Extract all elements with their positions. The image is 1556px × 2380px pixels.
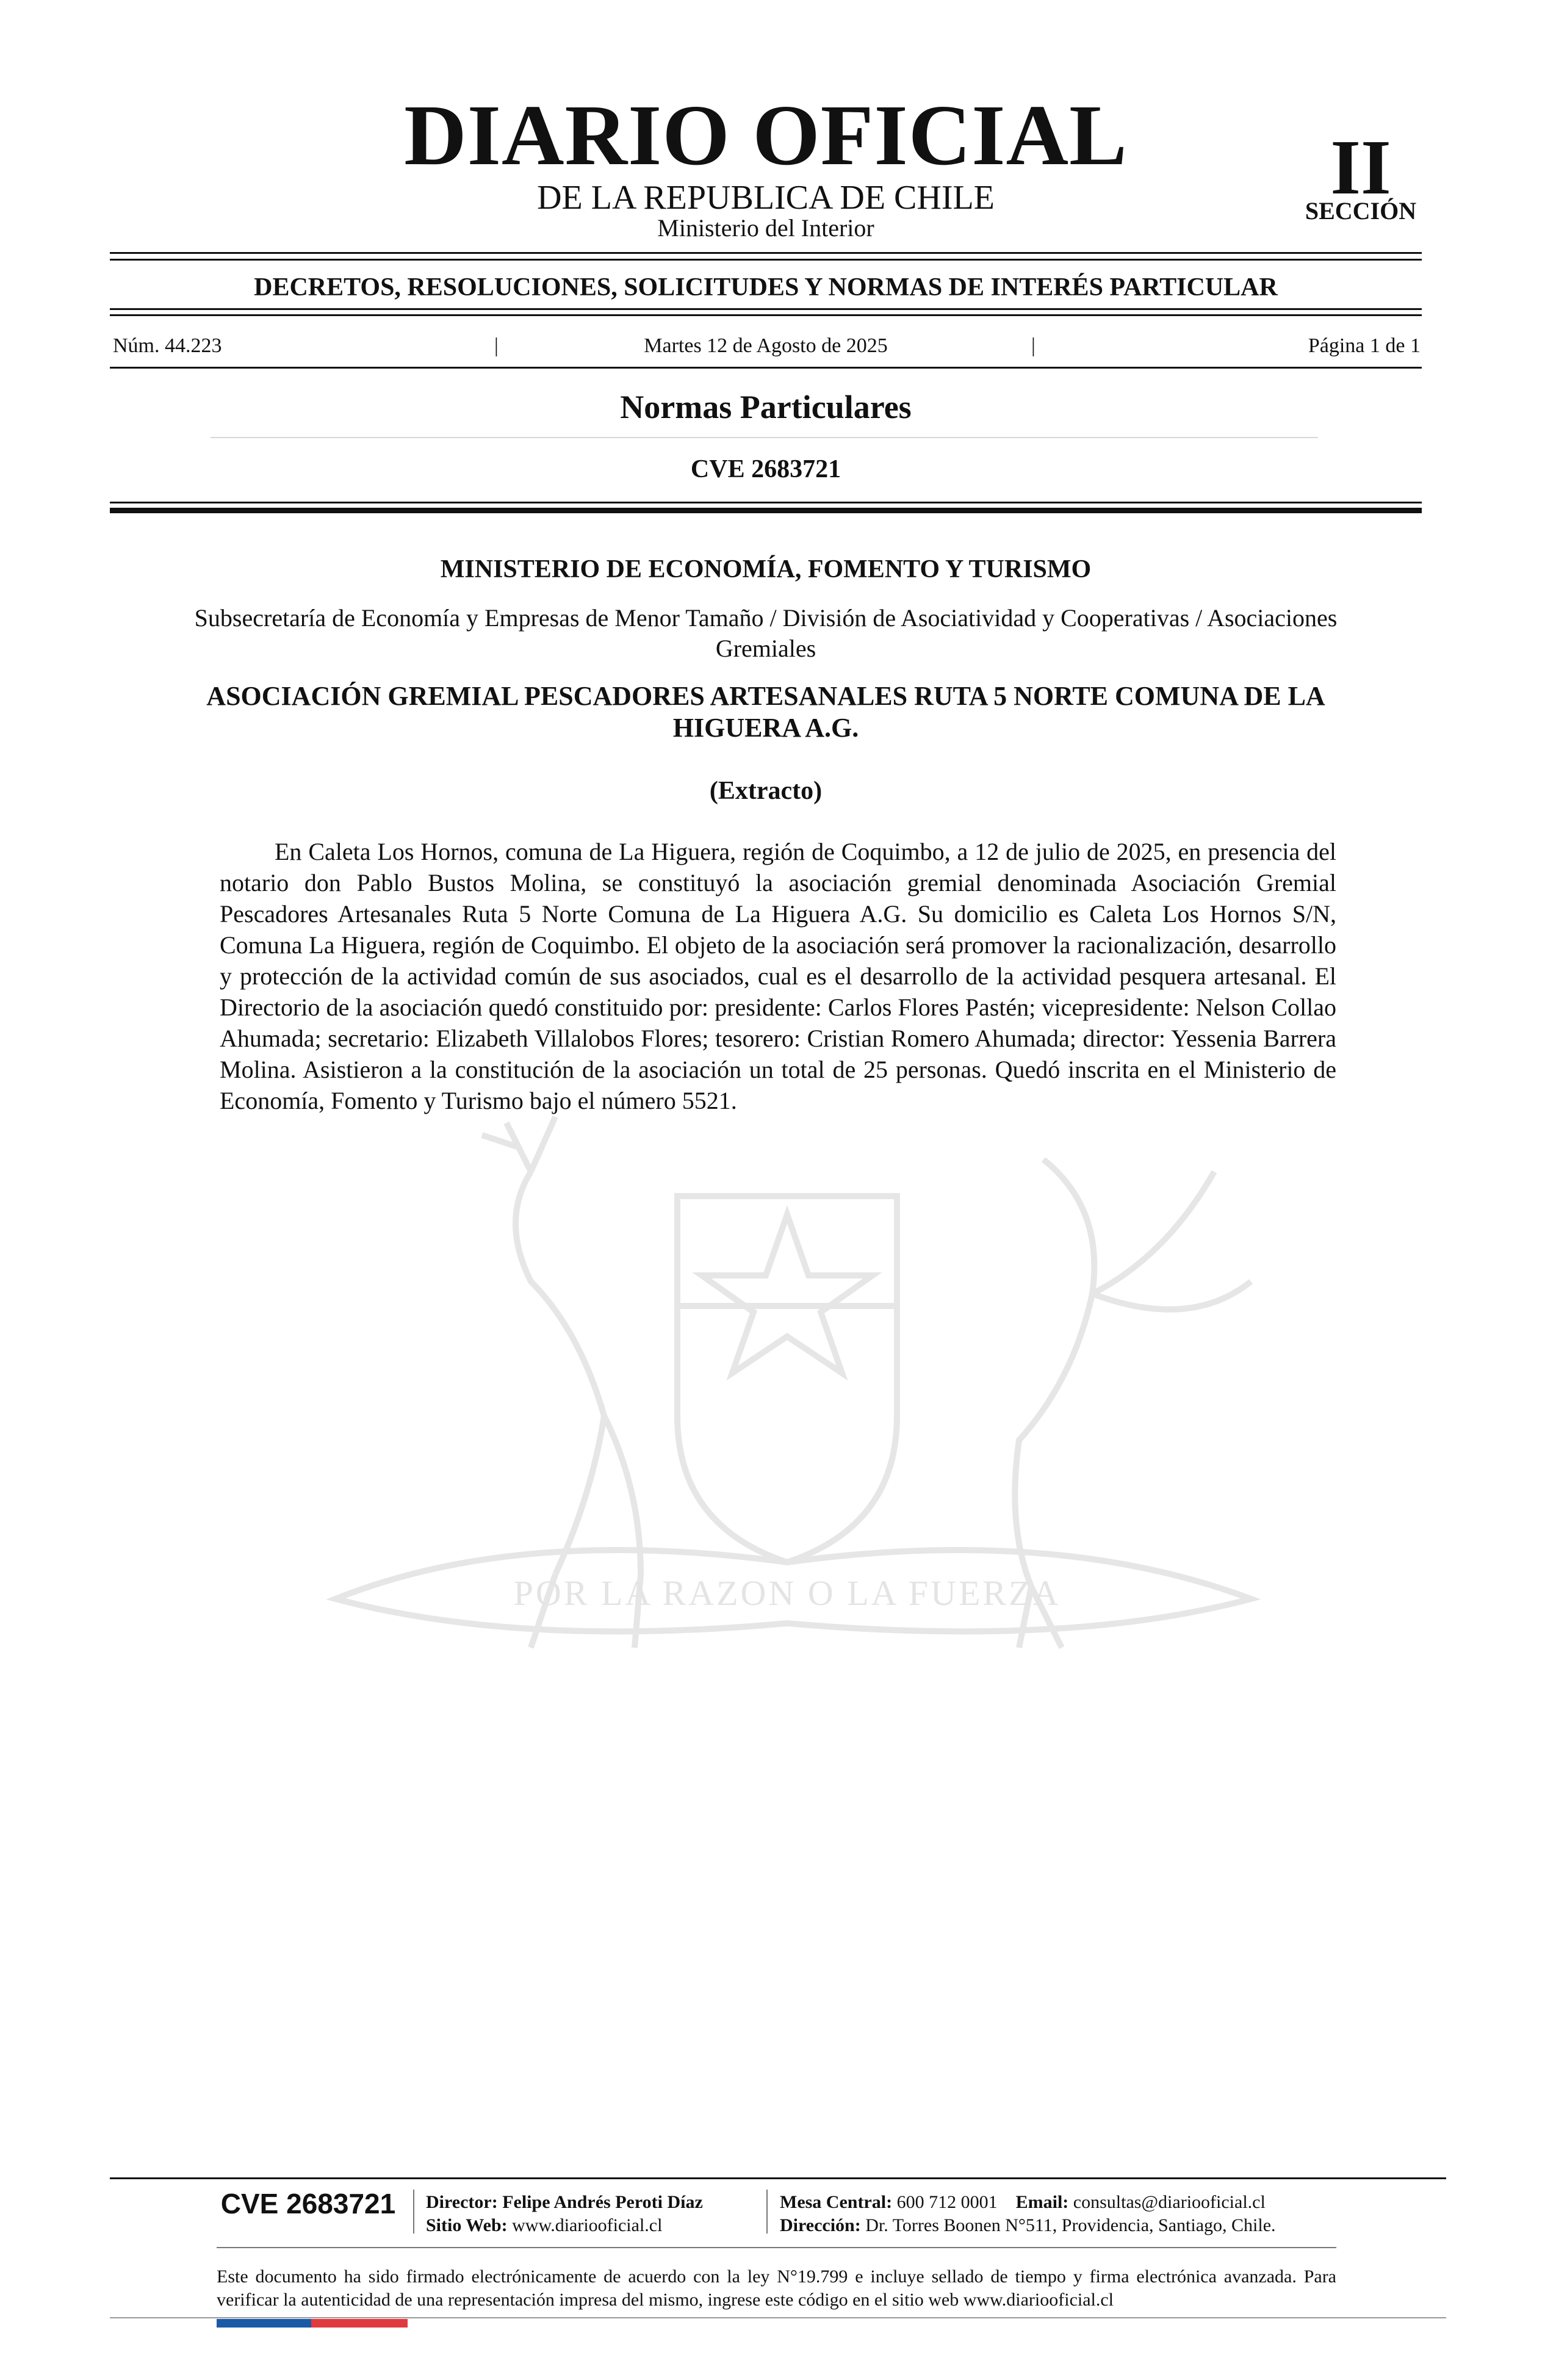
- cve-code: CVE 2683721: [690, 455, 841, 483]
- flag-stripe-red: [311, 2319, 408, 2328]
- body-paragraph: En Caleta Los Hornos, comuna de La Higuera, región de Coquimbo, a 12 de julio de 2025, en presencia del notario don Pablo Bustos Molina, se constituyó la asociación gremial denominada Asociación Gremial Pescadores Artesanales Ruta 5 Norte Comuna de La Higuera A.G. Su domicilio es Caleta Los Hornos S/N, Comuna La Higuera, región de Coquimbo. El objeto de la asociación será promover la racionalización, desarrollo y protección de la actividad común de sus asociados, cual es el desarrollo de la actividad pesquera artesanal. El Directorio de la asociación quedó constituido por: presidente: Carlos Flores Pastén; vicepresidente: Nelson Collao Ahumada; secretario: Elizabeth Villalobos Flores; tesorero: Cristian Romero Ahumada; director: Yessenia Barrera Molina. Asistieron a la constitución de la asociación un total de 25 personas. Quedó inscrita en el Ministerio de Economía, Fomento y Turismo bajo el número 5521.: [220, 838, 1336, 1114]
- ministry-heading: MINISTERIO DE ECONOMÍA, FOMENTO Y TURISMO: [440, 555, 1092, 583]
- footer-separator: [766, 2190, 768, 2234]
- email-label: Email:: [1015, 2192, 1069, 2212]
- footer-separator: [413, 2190, 414, 2234]
- footer-rule-bottom: [110, 2317, 1446, 2318]
- legal-notice: Este documento ha sido firmado electrónicamente de acuerdo con la ley N°19.799 e incluye sellado de tiempo y firma electrónica avanzada. Para verificar la autenticidad de una representación impresa del mismo, ingrese este código en el sitio web www.diariooficial.cl: [217, 2266, 1336, 2310]
- band-rule-bottom-2: [110, 314, 1422, 316]
- website-link[interactable]: www.diariooficial.cl: [512, 2215, 663, 2235]
- subsecretaria-line: Subsecretaría de Economía y Empresas de Menor Tamaño / División de Asociatividad y Cooperativas / Asociaciones Gremiales: [194, 604, 1338, 662]
- director-name: Felipe Andrés Peroti Díaz: [502, 2192, 703, 2212]
- association-name: ASOCIACIÓN GREMIAL PESCADORES ARTESANALES RUTA 5 NORTE COMUNA DE LA HIGUERA A.G.: [206, 681, 1325, 743]
- band-rule-top-2: [110, 259, 1422, 261]
- info-separator: |: [494, 334, 499, 357]
- flag-stripe-blue: [217, 2319, 311, 2328]
- info-separator: |: [1031, 334, 1036, 357]
- section-divider: [211, 437, 1318, 438]
- section-label: SECCIÓN: [1305, 197, 1417, 225]
- footer-cve: CVE 2683721: [220, 2188, 396, 2220]
- footer-rule-mid: [217, 2247, 1336, 2248]
- coat-of-arms-icon: [214, 1098, 1361, 1709]
- band-rule-bottom-1: [110, 308, 1422, 310]
- footer-contact-block: [780, 2191, 1276, 2237]
- mesa-phone: 600 712 0001: [896, 2192, 998, 2212]
- issue-date: Martes 12 de Agosto de 2025: [644, 334, 888, 357]
- extracto-label: (Extracto): [709, 777, 823, 805]
- section-title: Normas Particulares: [620, 389, 912, 425]
- band-rule-top-1: [110, 252, 1422, 254]
- footer-rule-top: [110, 2177, 1446, 2179]
- page-indicator: Página 1 de 1: [1308, 334, 1421, 357]
- email-link[interactable]: consultas@diariooficial.cl: [1073, 2192, 1266, 2212]
- address-text: Dr. Torres Boonen N°511, Providencia, Santiago, Chile.: [865, 2215, 1276, 2235]
- masthead-ministry: Ministerio del Interior: [657, 214, 874, 242]
- section-number: II: [1330, 124, 1391, 211]
- director-label: Director:: [426, 2192, 498, 2212]
- issue-number: Núm. 44.223: [113, 334, 222, 357]
- info-rule: [110, 367, 1422, 369]
- footer-director-block: [426, 2191, 703, 2237]
- masthead-title: DIARIO OFICIAL: [404, 87, 1128, 183]
- mesa-label: Mesa Central:: [780, 2192, 893, 2212]
- watermark-motto: POR LA RAZON O LA FUERZA: [513, 1573, 1061, 1613]
- cve-rule-thin: [110, 502, 1422, 503]
- band-title: DECRETOS, RESOLUCIONES, SOLICITUDES Y NORMAS DE INTERÉS PARTICULAR: [254, 273, 1278, 301]
- masthead-subtitle: DE LA REPUBLICA DE CHILE: [537, 179, 995, 217]
- cve-rule-thick: [110, 508, 1422, 513]
- website-label: Sitio Web:: [426, 2215, 508, 2235]
- address-label: Dirección:: [780, 2215, 861, 2235]
